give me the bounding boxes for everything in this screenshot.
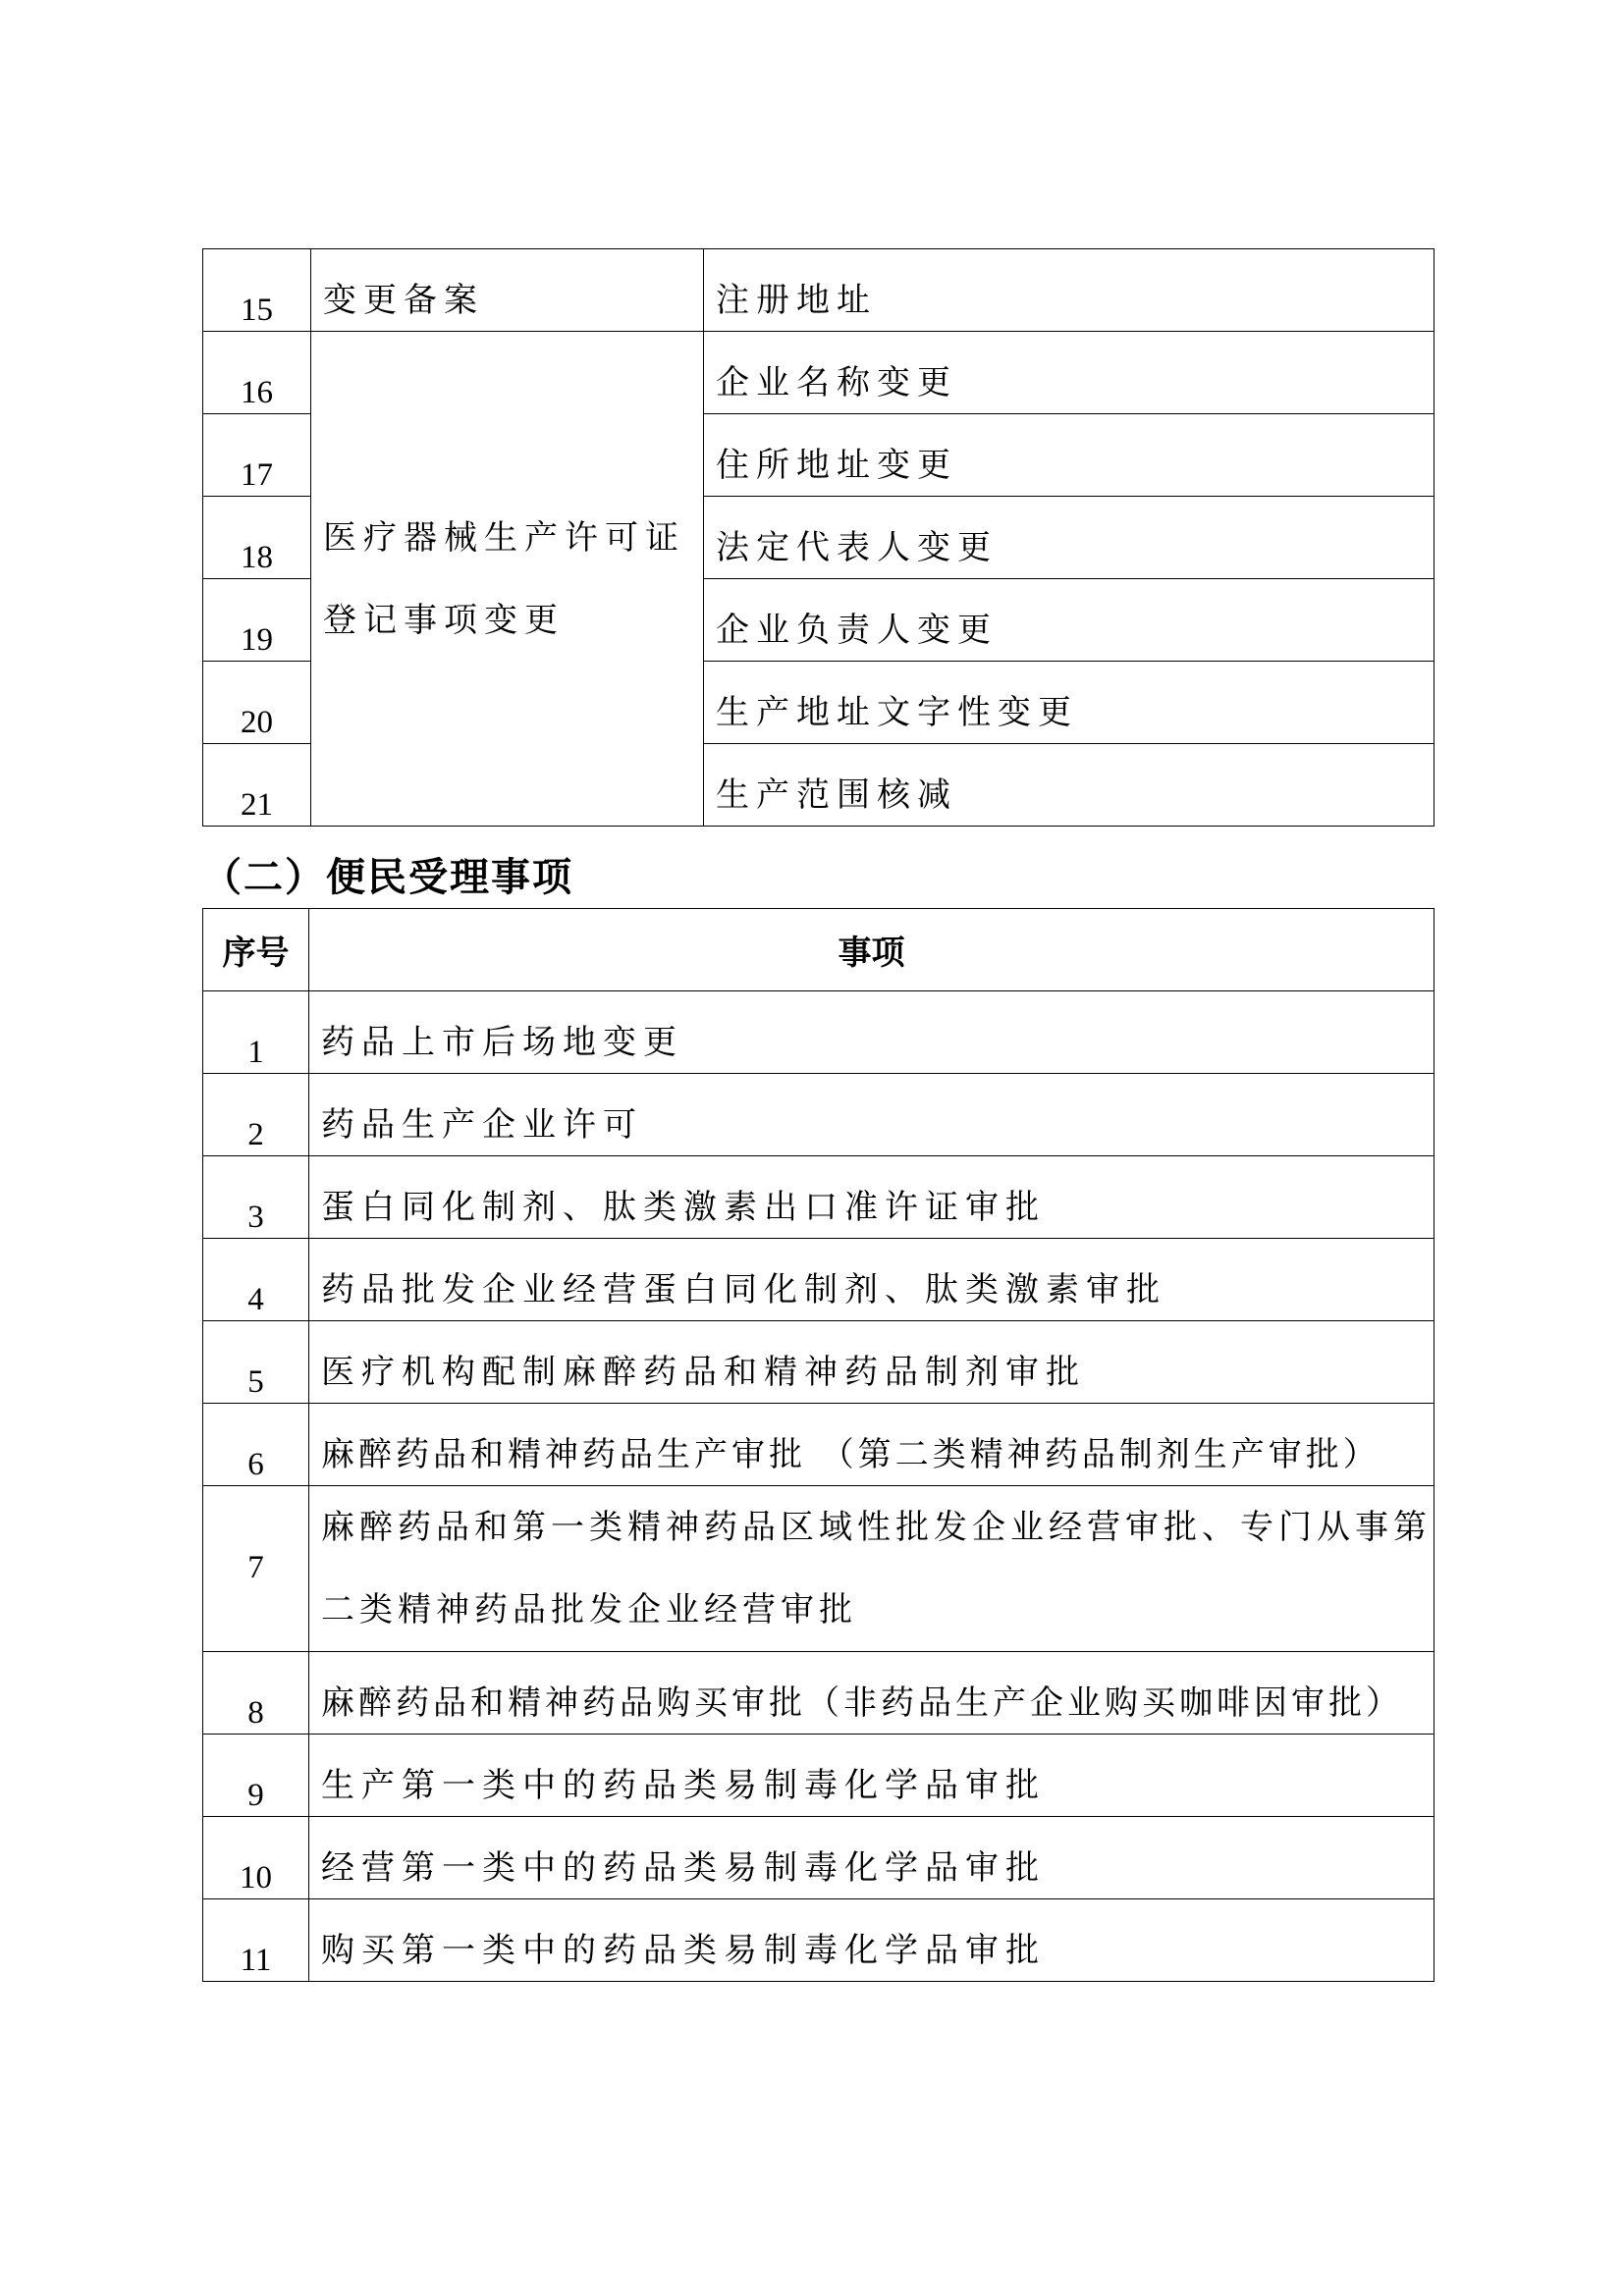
row-number: 9	[203, 1735, 309, 1817]
category-cell-merged: 医疗器械生产许可证登记事项变更	[311, 332, 704, 827]
item-cell: 麻醉药品和精神药品购买审批（非药品生产企业购买咖啡因审批）	[309, 1652, 1435, 1735]
category-cell: 变更备案	[311, 249, 704, 332]
section-title: （二）便民受理事项	[202, 855, 573, 900]
row-number: 7	[203, 1486, 309, 1652]
row-number: 2	[203, 1074, 309, 1156]
item-cell: 购买第一类中的药品类易制毒化学品审批	[309, 1899, 1435, 1982]
row-number: 1	[203, 991, 309, 1074]
table-row	[203, 249, 1435, 332]
item-cell: 注册地址	[704, 249, 1435, 332]
table-row	[203, 1239, 1435, 1321]
table-row	[203, 1074, 1435, 1156]
convenience-items-table	[202, 908, 1435, 1982]
row-number: 5	[203, 1321, 309, 1404]
row-number: 3	[203, 1156, 309, 1239]
row-number: 18	[203, 497, 311, 579]
row-number: 4	[203, 1239, 309, 1321]
item-cell: 药品批发企业经营蛋白同化制剂、肽类激素审批	[309, 1239, 1435, 1321]
row-number: 15	[203, 249, 311, 332]
item-cell: 法定代表人变更	[704, 497, 1435, 579]
item-cell: 麻醉药品和第一类精神药品区域性批发企业经营审批、专门从事第二类精神药品批发企业经营审批	[309, 1486, 1435, 1652]
table-row	[203, 1899, 1435, 1982]
table-row	[203, 1486, 1435, 1652]
item-cell: 药品生产企业许可	[309, 1074, 1435, 1156]
row-number: 21	[203, 744, 311, 827]
item-cell: 生产范围核减	[704, 744, 1435, 827]
table-row	[203, 991, 1435, 1074]
header-number: 序号	[203, 909, 309, 991]
row-number: 19	[203, 579, 311, 662]
table-row	[203, 1735, 1435, 1817]
header-item: 事项	[309, 909, 1435, 991]
item-cell: 住所地址变更	[704, 414, 1435, 497]
item-cell: 麻醉药品和精神药品生产审批 （第二类精神药品制剂生产审批）	[309, 1404, 1435, 1486]
item-cell: 医疗机构配制麻醉药品和精神药品制剂审批	[309, 1321, 1435, 1404]
item-cell: 药品上市后场地变更	[309, 991, 1435, 1074]
item-cell: 企业名称变更	[704, 332, 1435, 414]
row-number: 6	[203, 1404, 309, 1486]
row-number: 8	[203, 1652, 309, 1735]
table-row	[203, 1404, 1435, 1486]
item-cell: 蛋白同化制剂、肽类激素出口准许证审批	[309, 1156, 1435, 1239]
item-cell: 生产第一类中的药品类易制毒化学品审批	[309, 1735, 1435, 1817]
table-row	[203, 332, 1435, 414]
row-number: 11	[203, 1899, 309, 1982]
item-cell: 生产地址文字性变更	[704, 662, 1435, 744]
table-header-row	[203, 909, 1435, 991]
row-number: 17	[203, 414, 311, 497]
registration-change-table	[202, 248, 1435, 827]
row-number: 16	[203, 332, 311, 414]
table-row	[203, 1321, 1435, 1404]
table-row	[203, 1817, 1435, 1899]
row-number: 20	[203, 662, 311, 744]
item-cell: 企业负责人变更	[704, 579, 1435, 662]
item-cell: 经营第一类中的药品类易制毒化学品审批	[309, 1817, 1435, 1899]
row-number: 10	[203, 1817, 309, 1899]
table-row	[203, 1156, 1435, 1239]
table-row	[203, 1652, 1435, 1735]
